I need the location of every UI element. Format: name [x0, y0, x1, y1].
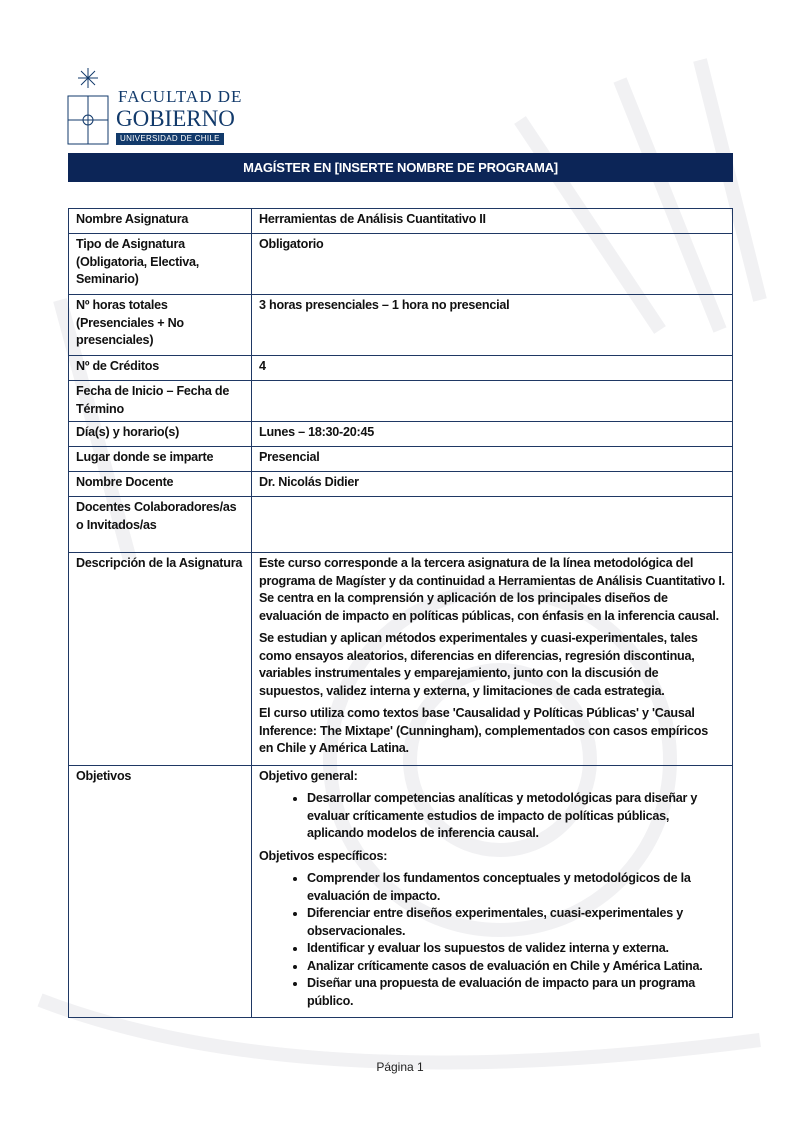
table-row: [69, 295, 733, 356]
list-item: • Diferenciar entre diseños experimentales, cuasi-experimentales y observacionales.: [307, 905, 725, 940]
row-label: Descripción de la Asignatura: [69, 553, 252, 766]
row-value: [252, 553, 733, 766]
table-row: [69, 356, 733, 381]
row-label: Lugar donde se imparte: [69, 447, 252, 472]
table-row-objetivos: [69, 765, 733, 1018]
table-row: [69, 234, 733, 295]
list-item: • Diseñar una propuesta de evaluación de impacto para un programa público.: [307, 975, 725, 1010]
row-value: Presencial: [252, 447, 733, 472]
row-value: Lunes – 18:30-20:45: [252, 422, 733, 447]
university-seal-icon: [66, 66, 110, 146]
list-item: • Analizar críticamente casos de evaluación en Chile y América Latina.: [307, 958, 725, 976]
row-label: Nº horas totales (Presenciales + No presenciales): [69, 295, 252, 356]
row-value: Dr. Nicolás Didier: [252, 472, 733, 497]
specific-objectives-title: Objetivos específicos:: [259, 848, 388, 863]
logo-line1: FACULTAD DE: [118, 87, 243, 106]
list-item: • Desarrollar competencias analíticas y metodológicas para diseñar y evaluar críticamente estudios de impacto de políticas públicas, aplicando modelos de inferencia causal.: [307, 790, 725, 843]
list-item: • Identificar y evaluar los supuestos de validez interna y externa.: [307, 940, 725, 958]
row-value: Obligatorio: [252, 234, 733, 295]
row-value: 4: [252, 356, 733, 381]
row-label: Nombre Asignatura: [69, 209, 252, 234]
row-label: Tipo de Asignatura (Obligatoria, Electiva, Seminario): [69, 234, 252, 295]
description-paragraph: El curso utiliza como textos base 'Causalidad y Políticas Públicas' y 'Causal Inference: The Mixtape' (Cunningham), complementados con casos empíricos en Chile y América Latina.: [259, 706, 708, 755]
row-value: [252, 497, 733, 553]
row-label: Docentes Colaboradores/as o Invitados/as: [69, 497, 252, 553]
row-value: [252, 765, 733, 1018]
row-label: Día(s) y horario(s): [69, 422, 252, 447]
program-banner: MAGÍSTER EN [INSERTE NOMBRE DE PROGRAMA]: [68, 153, 733, 182]
row-value: 3 horas presenciales – 1 hora no presencial: [252, 295, 733, 356]
row-value: [252, 381, 733, 422]
table-row: [69, 209, 733, 234]
row-value: Herramientas de Análisis Cuantitativo II: [252, 209, 733, 234]
row-label: Nº de Créditos: [69, 356, 252, 381]
description-paragraph: Este curso corresponde a la tercera asignatura de la línea metodológica del programa de Magíster y da continuidad a Herramientas de Análisis Cuantitativo I. Se centra en la comprensión y aplicación de los principales diseños de evaluación de impacto en políticas públicas, con énfasis en la inferencia causal.: [259, 556, 725, 623]
table-row-descripcion: [69, 553, 733, 766]
table-row: [69, 422, 733, 447]
table-row: [69, 497, 733, 553]
description-paragraph: Se estudian y aplican métodos experimentales y cuasi-experimentales, tales como ensayos aleatorios, diferencias en diferencias, regresión discontinua, variables instrumentales y emparejamiento, junto con la discusión de supuestos, validez interna y externa, y limitaciones de cada estrategia.: [259, 631, 698, 698]
logo-line2: GOBIERNO: [116, 106, 235, 131]
list-item: • Comprender los fundamentos conceptuales y metodológicos de la evaluación de impacto.: [307, 870, 725, 905]
general-objective-title: Objetivo general:: [259, 768, 358, 783]
course-info-table: [68, 208, 733, 1018]
page-number: Página 1: [376, 1060, 424, 1074]
row-label: Nombre Docente: [69, 472, 252, 497]
row-label: Objetivos: [69, 765, 252, 1018]
table-row: [69, 381, 733, 422]
faculty-logo: [66, 66, 243, 148]
row-label: Fecha de Inicio – Fecha de Término: [69, 381, 252, 422]
logo-line3: UNIVERSIDAD DE CHILE: [116, 133, 224, 145]
table-row: [69, 472, 733, 497]
table-row: [69, 447, 733, 472]
